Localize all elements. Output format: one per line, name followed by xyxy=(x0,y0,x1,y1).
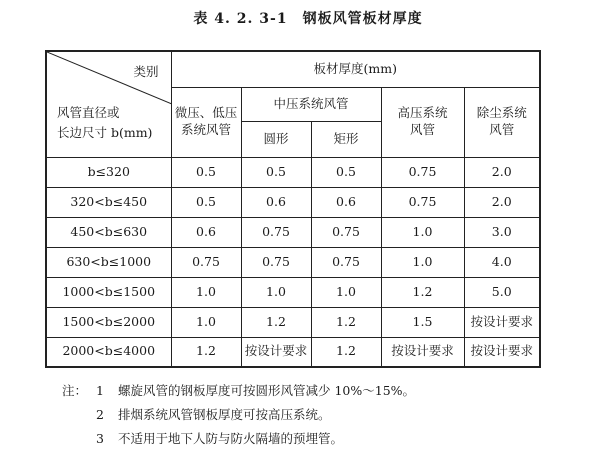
thickness-table xyxy=(45,50,541,368)
diagonal-header-cell xyxy=(46,51,171,157)
rect-cell: 0.6 xyxy=(311,187,381,217)
table-body xyxy=(46,157,540,367)
round-header: 圆形 xyxy=(241,121,311,157)
rect-cell: 0.5 xyxy=(311,157,381,187)
low-pressure-cell: 1.0 xyxy=(171,277,241,307)
note-item: 3 不适用于地下人防与防火隔墙的预埋管。 xyxy=(96,431,344,446)
table-row xyxy=(46,187,540,217)
high-pressure-header: 高压系统 风管 xyxy=(381,87,464,157)
high-pressure-cell: 1.0 xyxy=(381,217,464,247)
rect-cell: 1.0 xyxy=(311,277,381,307)
rect-cell: 0.75 xyxy=(311,247,381,277)
size-cell: 450<b≤630 xyxy=(46,217,171,247)
dust-cell: 3.0 xyxy=(464,217,540,247)
dust-cell: 按设计要求 xyxy=(464,337,540,367)
low-pressure-cell: 0.75 xyxy=(171,247,241,277)
high-pressure-cell: 按设计要求 xyxy=(381,337,464,367)
rect-cell: 1.2 xyxy=(311,337,381,367)
rect-cell: 1.2 xyxy=(311,307,381,337)
low-pressure-cell: 1.0 xyxy=(171,307,241,337)
dust-header: 除尘系统 风管 xyxy=(464,87,540,157)
high-pressure-cell: 0.75 xyxy=(381,157,464,187)
dust-cell: 5.0 xyxy=(464,277,540,307)
size-cell: 2000<b≤4000 xyxy=(46,337,171,367)
low-pressure-cell: 1.2 xyxy=(171,337,241,367)
table-row xyxy=(46,157,540,187)
dust-cell: 2.0 xyxy=(464,187,540,217)
dust-cell: 4.0 xyxy=(464,247,540,277)
size-cell: b≤320 xyxy=(46,157,171,187)
table-row xyxy=(46,337,540,367)
round-cell: 0.6 xyxy=(241,187,311,217)
notes xyxy=(62,379,415,451)
size-cell: 1500<b≤2000 xyxy=(46,307,171,337)
thickness-header: 板材厚度(mm) xyxy=(171,51,540,87)
thickness-table-wrapper xyxy=(45,50,541,368)
low-pressure-cell: 0.5 xyxy=(171,157,241,187)
size-cell: 320<b≤450 xyxy=(46,187,171,217)
rect-cell: 0.75 xyxy=(311,217,381,247)
size-cell: 1000<b≤1500 xyxy=(46,277,171,307)
low-pressure-cell: 0.5 xyxy=(171,187,241,217)
table-row xyxy=(46,217,540,247)
mid-pressure-header: 中压系统风管 xyxy=(241,87,381,121)
low-pressure-cell: 0.6 xyxy=(171,217,241,247)
table-title: 表 4. 2. 3-1 钢板风管板材厚度 xyxy=(193,11,423,27)
note-item: 注： 1 螺旋风管的钢板厚度可按圆形风管减少 10%～15%。 xyxy=(62,379,415,403)
low-pressure-header: 微压、低压 系统风管 xyxy=(171,87,241,157)
high-pressure-cell: 1.2 xyxy=(381,277,464,307)
size-cell: 630<b≤1000 xyxy=(46,247,171,277)
note-item: 2 排烟系统风管钢板厚度可按高压系统。 xyxy=(96,407,331,422)
dust-cell: 按设计要求 xyxy=(464,307,540,337)
round-cell: 0.75 xyxy=(241,217,311,247)
round-cell: 0.75 xyxy=(241,247,311,277)
dust-cell: 2.0 xyxy=(464,157,540,187)
header-row-1 xyxy=(46,51,540,87)
round-cell: 0.5 xyxy=(241,157,311,187)
table-row xyxy=(46,277,540,307)
high-pressure-cell: 0.75 xyxy=(381,187,464,217)
round-cell: 1.2 xyxy=(241,307,311,337)
table-row xyxy=(46,247,540,277)
note-prefix: 注： xyxy=(62,383,88,398)
row-header-label: 风管直径或 长边尺寸 b(mm) xyxy=(57,104,153,140)
table-row xyxy=(46,307,540,337)
rect-header: 矩形 xyxy=(311,121,381,157)
high-pressure-cell: 1.0 xyxy=(381,247,464,277)
round-cell: 1.0 xyxy=(241,277,311,307)
round-cell: 按设计要求 xyxy=(241,337,311,367)
category-label: 类别 xyxy=(133,64,159,79)
high-pressure-cell: 1.5 xyxy=(381,307,464,337)
